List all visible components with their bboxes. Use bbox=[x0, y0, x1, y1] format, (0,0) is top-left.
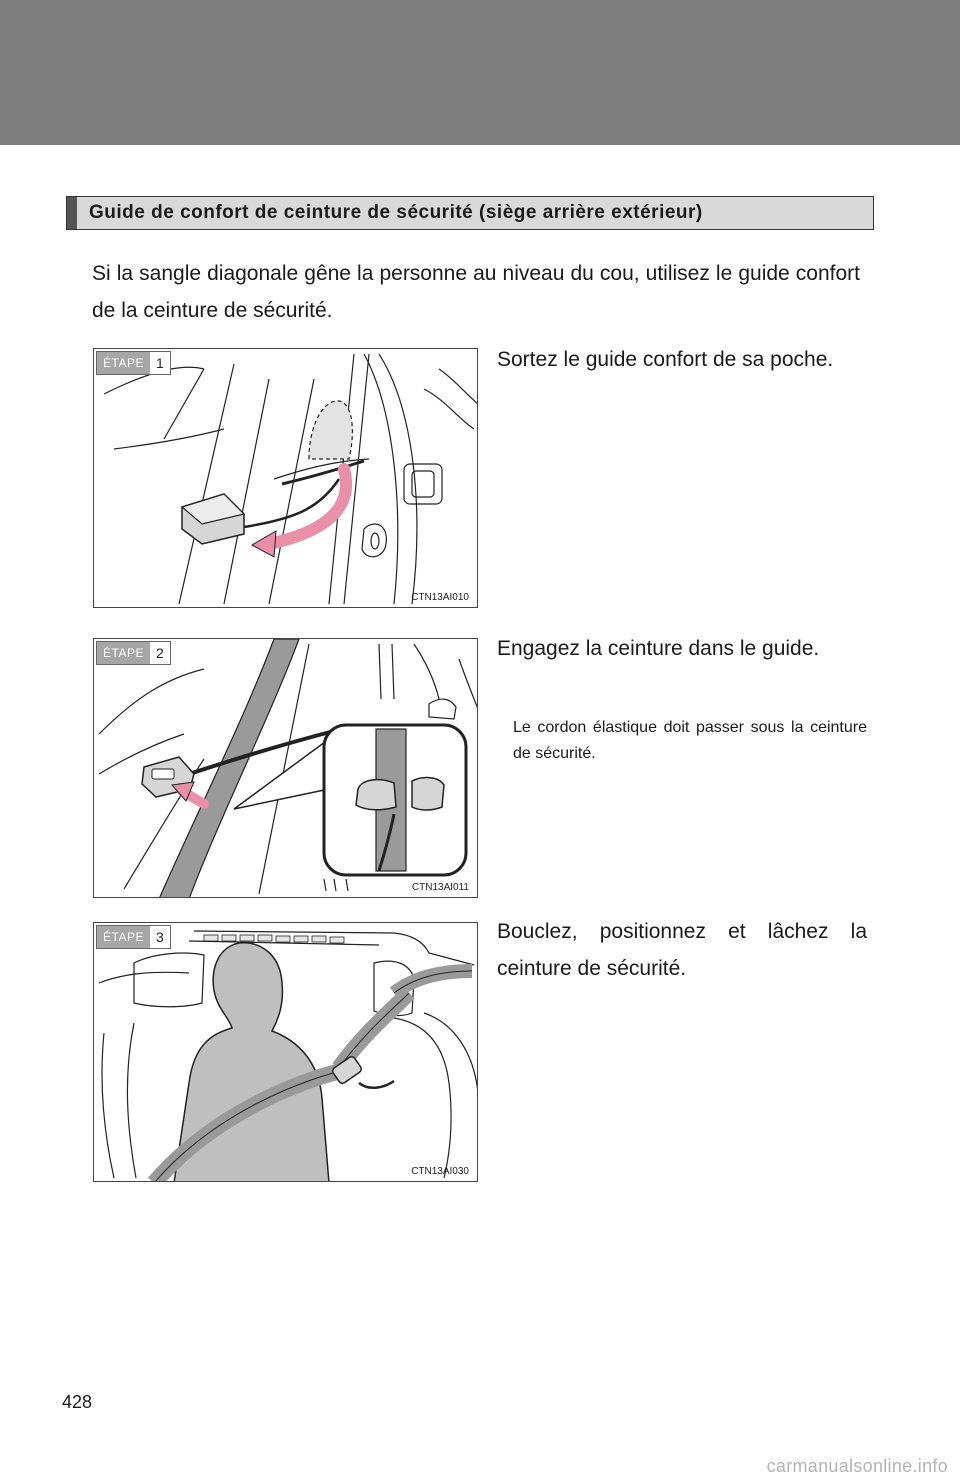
image-code: CTN13AI010 bbox=[411, 592, 469, 603]
step-badge-number: 1 bbox=[155, 355, 164, 371]
step-badge-number: 3 bbox=[155, 929, 164, 945]
header-band bbox=[0, 0, 960, 145]
step-3-illustration bbox=[93, 922, 478, 1182]
step-2-text: Engagez la ceinture dans le guide. bbox=[497, 637, 820, 660]
step-badge-word: ÉTAPE bbox=[97, 642, 150, 664]
page-number: 428 bbox=[62, 1392, 93, 1412]
image-code: CTN13AI030 bbox=[411, 1166, 469, 1177]
step-3-badge bbox=[96, 925, 171, 949]
section-heading-text: Guide de confort de ceinture de sécurité (siège arrière extérieur) bbox=[89, 202, 703, 223]
step-badge-number: 2 bbox=[155, 645, 164, 661]
step-2-badge bbox=[96, 641, 171, 665]
step-3-text: Bouclez, positionnez et lâchez la ceinture de sécurité. bbox=[497, 920, 867, 980]
step-2-illustration bbox=[93, 638, 478, 898]
intro-paragraph: Si la sangle diagonale gêne la personne au niveau du cou, utilisez le guide confort de la ceinture de sécurité. bbox=[92, 262, 860, 322]
step-1-illustration bbox=[93, 348, 478, 608]
step-3-drawing bbox=[94, 923, 478, 1182]
heading-accent-bar bbox=[67, 197, 77, 229]
step-1-text: Sortez le guide confort de sa poche. bbox=[497, 348, 834, 371]
section-heading bbox=[66, 196, 874, 230]
step-1-badge bbox=[96, 351, 171, 375]
step-1-drawing bbox=[94, 349, 478, 608]
step-2-drawing bbox=[94, 639, 478, 898]
step-2-note: Le cordon élastique doit passer sous la ceinture de sécurité. bbox=[513, 719, 867, 762]
step-badge-word: ÉTAPE bbox=[97, 352, 150, 374]
image-code: CTN13AI011 bbox=[411, 882, 469, 893]
step-badge-word: ÉTAPE bbox=[97, 926, 150, 948]
watermark: carmanualsonline.info bbox=[766, 1456, 948, 1476]
